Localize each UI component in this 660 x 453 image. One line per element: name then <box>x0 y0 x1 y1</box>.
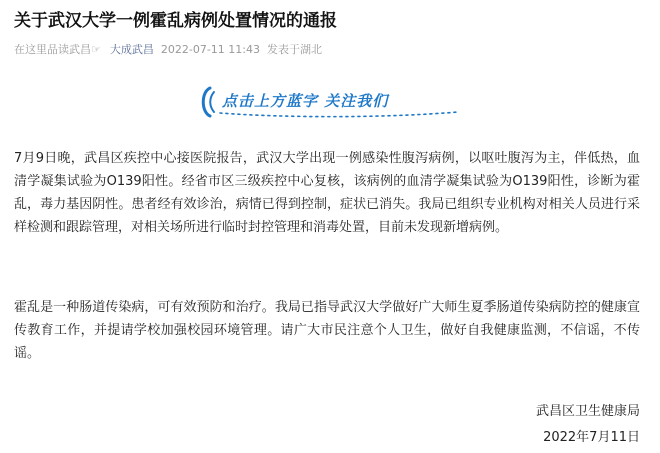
follow-banner[interactable] <box>196 82 476 122</box>
article-title: 关于武汉大学一例霍乱病例处置情况的通报 <box>14 11 337 31</box>
paragraph-report: 7月9日晚，武昌区疾控中心接医院报告，武汉大学出现一例感染性腹泻病例，以呕吐腹泻为主，伴低热，血清学凝集试验为O139阳性。经省市区三级疾控中心复核，该病例的血清学凝集试验为O139阳性，诊断为霍乱，毒力基因阴性。患者经有效诊治，病情已得到控制，症状已消失。我局已组织专业机构对相关人员进行采样检测和跟踪管理，对相关场所进行临时封控管理和消毒处置，目前未发现新增病例。 <box>14 151 640 235</box>
read-hint: 在这里品读武昌☞ <box>14 43 101 56</box>
author-link[interactable]: 大成武昌 <box>109 43 154 56</box>
publish-location: 发表于湖北 <box>267 43 322 56</box>
signature-organization: 武昌区卫生健康局 <box>535 404 640 419</box>
publish-datetime: 2022-07-11 11:43 <box>160 43 260 56</box>
paragraph-guidance: 霍乱是一种肠道传染病，可有效预防和治疗。我局已指导武汉大学做好广大师生夏季肠道传染病防控的健康宣传教育工作，并提请学校加强校园环境管理。请广大市民注意个人卫生，做好自我健康监测，不信谣，不传谣。 <box>14 300 640 361</box>
signature-date: 2022年7月11日 <box>543 430 640 445</box>
follow-banner-text: 点击上方蓝字 关注我们 <box>222 92 389 110</box>
article-meta <box>14 42 644 58</box>
